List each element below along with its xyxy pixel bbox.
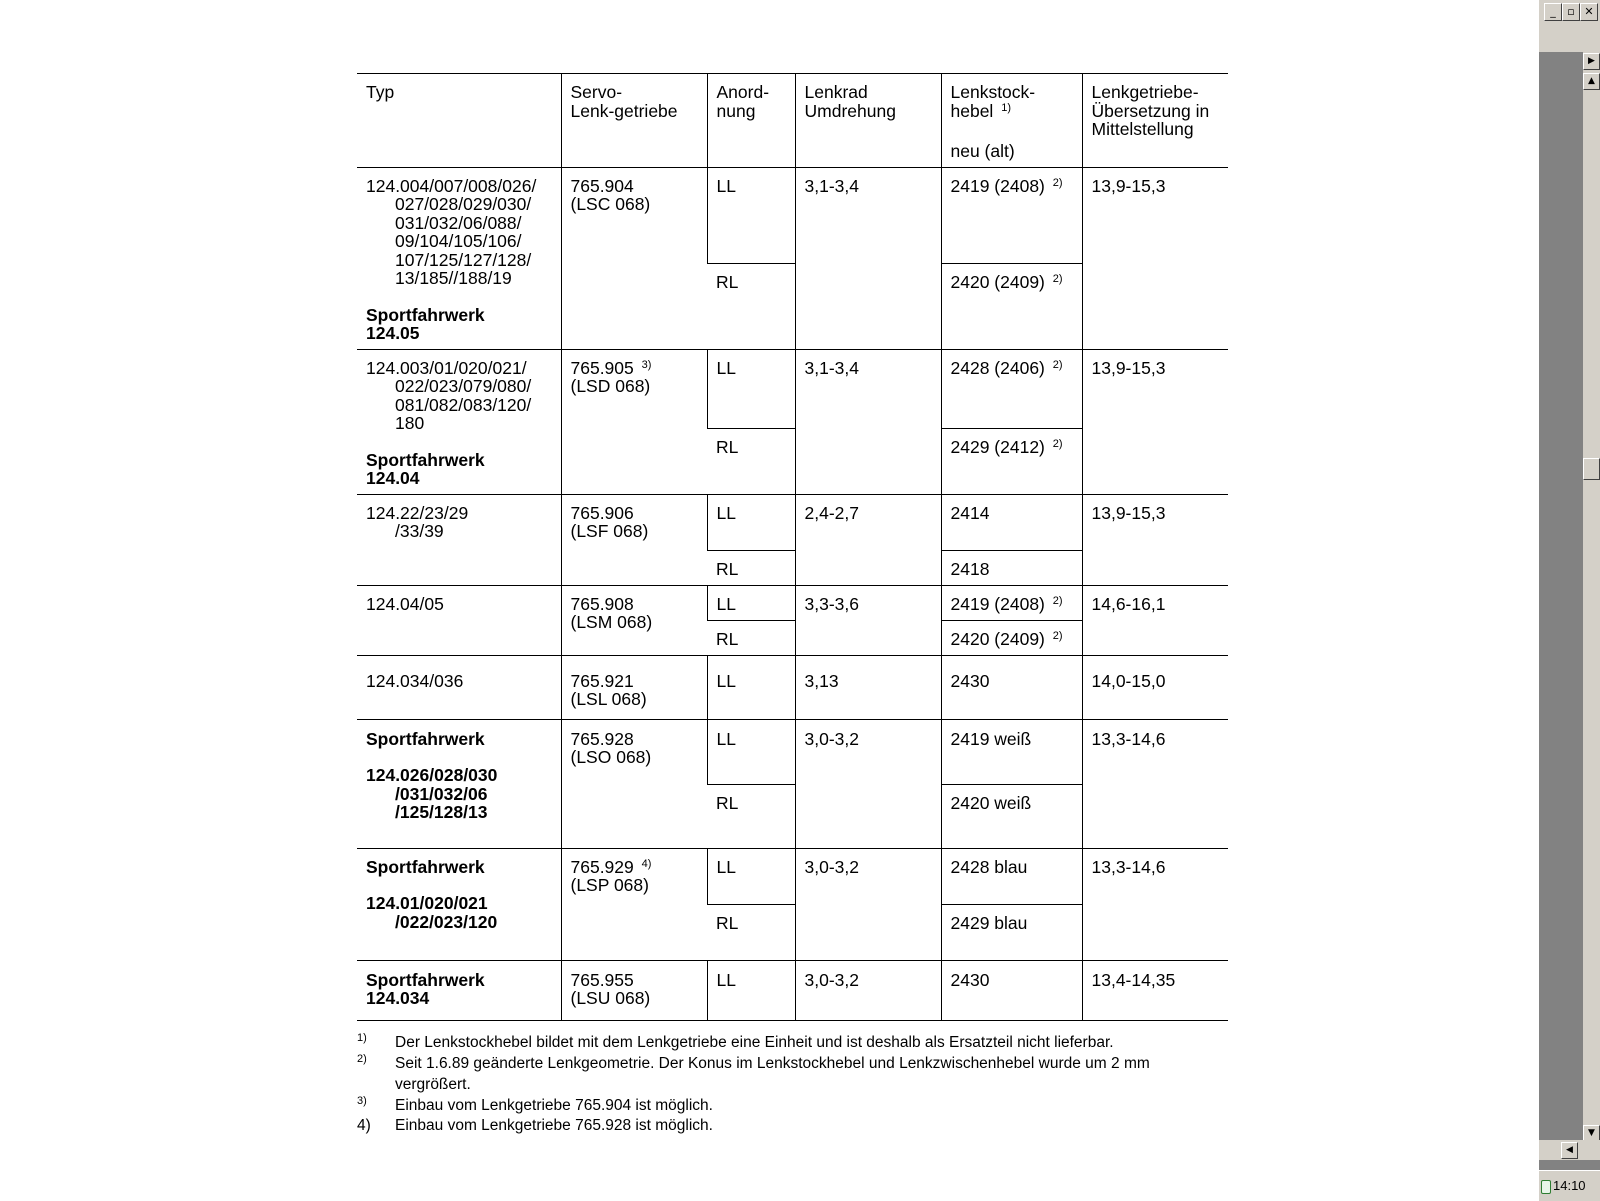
- header-lenkrad: Lenkrad Umdrehung: [795, 74, 941, 168]
- cell-typ: 124.004/007/008/026/ 027/028/029/030/ 031/032/06/088/ 09/104/105/106/ 107/125/127/128/ 13/185//188/19 Sportfahrwerk 124.05: [357, 167, 561, 349]
- restore-button[interactable]: [1562, 3, 1580, 21]
- cell-lenkstockhebel: 2414: [941, 494, 1082, 550]
- cell-anordnung: LL: [707, 655, 795, 719]
- window-side-panel: [1539, 0, 1600, 1200]
- cell-lenkstockhebel: 2420 weiß: [941, 784, 1082, 848]
- cell-anordnung: RL: [707, 263, 795, 349]
- system-clock: 14:10: [1553, 1178, 1586, 1193]
- footnote: $^{1)}$ Der Lenkstockhebel bildet mit dem Lenkgetriebe eine Einheit und ist deshalb als Ersatzteil nicht lieferbar.: [357, 1032, 1114, 1051]
- close-icon: ✕: [1584, 5, 1594, 18]
- minimize-icon: _: [1550, 5, 1556, 18]
- scroll-left-button[interactable]: [1561, 1142, 1578, 1159]
- cell-anordnung: RL: [707, 784, 795, 848]
- vertical-scrollbar[interactable]: [1583, 52, 1600, 1152]
- close-button[interactable]: [1580, 3, 1598, 21]
- table-row: [357, 960, 1228, 1020]
- table-row: [357, 167, 1228, 263]
- table-row: [357, 494, 1228, 550]
- cell-lenkrad: 2,4-2,7: [795, 494, 941, 585]
- cell-anordnung: RL: [707, 620, 795, 655]
- horizontal-scrollbar[interactable]: [1539, 1140, 1600, 1160]
- cell-lenkstockhebel: 2429 blau: [941, 904, 1082, 960]
- footnote: $^{2)}$ Seit 1.6.89 geänderte Lenkgeometrie. Der Konus im Lenkstockhebel und Lenkzwischenhebel wurde um 2 mm vergrößert.: [357, 1053, 1150, 1093]
- cell-servo: 765.921 (LSL 068): [561, 655, 707, 719]
- cell-lenkrad: 3,13: [795, 655, 941, 719]
- cell-typ: Sportfahrwerk 124.01/020/021 /022/023/120: [357, 848, 561, 960]
- cell-typ: 124.003/01/020/021/ 022/023/079/080/ 081/082/083/120/ 180 Sportfahrwerk 124.04: [357, 349, 561, 494]
- scroll-thumb[interactable]: [1583, 458, 1600, 480]
- window-controls: [1539, 0, 1600, 24]
- cell-uebersetzung: 13,4-14,35: [1082, 960, 1228, 1020]
- cell-lenkstockhebel: 2419 weiß: [941, 719, 1082, 784]
- minimize-button[interactable]: [1544, 3, 1562, 21]
- cell-servo: 765.955 (LSU 068): [561, 960, 707, 1020]
- cell-lenkrad: 3,1-3,4: [795, 167, 941, 349]
- cell-servo: 765.929 $^{4)}$ (LSP 068): [561, 848, 707, 960]
- cell-typ: 124.034/036: [357, 655, 561, 719]
- cell-typ: Sportfahrwerk 124.026/028/030 /031/032/06 /125/128/13: [357, 719, 561, 848]
- cell-uebersetzung: 14,6-16,1: [1082, 585, 1228, 655]
- cell-lenkstockhebel: 2429 (2412) $^{2)}$: [941, 428, 1082, 494]
- cell-uebersetzung: 13,3-14,6: [1082, 848, 1228, 960]
- cell-anordnung: LL: [707, 349, 795, 428]
- cell-uebersetzung: 13,9-15,3: [1082, 349, 1228, 494]
- battery-icon[interactable]: [1541, 1180, 1551, 1194]
- footnote: $^{3)}$ Einbau vom Lenkgetriebe 765.904 ist möglich.: [357, 1095, 713, 1114]
- cell-servo: 765.904 (LSC 068): [561, 167, 707, 349]
- table-row: [357, 585, 1228, 620]
- cell-uebersetzung: 14,0-15,0: [1082, 655, 1228, 719]
- cell-lenkstockhebel: 2419 (2408) $^{2)}$: [941, 167, 1082, 263]
- cell-lenkrad: 3,0-3,2: [795, 960, 941, 1020]
- header-typ: Typ: [357, 74, 561, 168]
- scroll-up-button[interactable]: [1583, 73, 1600, 90]
- triangle-right-icon: ▶: [1588, 56, 1595, 66]
- cell-lenkrad: 3,0-3,2: [795, 719, 941, 848]
- cell-lenkrad: 3,3-3,6: [795, 585, 941, 655]
- cell-anordnung: LL: [707, 719, 795, 784]
- cell-anordnung: LL: [707, 960, 795, 1020]
- cell-typ: 124.04/05: [357, 585, 561, 655]
- cell-servo: 765.928 (LSO 068): [561, 719, 707, 848]
- cell-lenkstockhebel: 2419 (2408) $^{2)}$: [941, 585, 1082, 620]
- header-uebersetzung: Lenkgetriebe- Übersetzung in Mittelstellung: [1082, 74, 1228, 168]
- cell-lenkstockhebel: 2430: [941, 655, 1082, 719]
- cell-anordnung: RL: [707, 550, 795, 585]
- cell-anordnung: LL: [707, 585, 795, 620]
- cell-lenkstockhebel: 2418: [941, 550, 1082, 585]
- cell-uebersetzung: 13,3-14,6: [1082, 719, 1228, 848]
- cell-lenkrad: 3,0-3,2: [795, 848, 941, 960]
- cell-lenkstockhebel: 2430: [941, 960, 1082, 1020]
- header-servo: Servo- Lenk-getriebe: [561, 74, 707, 168]
- cell-anordnung: RL: [707, 904, 795, 960]
- footnote-ref: 1): [1001, 101, 1011, 114]
- triangle-up-icon: ▲: [1588, 76, 1595, 86]
- header-lenkstockhebel: Lenkstock- hebel $^{1)}$ neu (alt): [941, 74, 1082, 168]
- table-row: [357, 349, 1228, 428]
- cell-anordnung: LL: [707, 494, 795, 550]
- cell-uebersetzung: 13,9-15,3: [1082, 494, 1228, 585]
- cell-servo: 765.905 $^{3)}$ (LSD 068): [561, 349, 707, 494]
- cell-servo: 765.906 (LSF 068): [561, 494, 707, 585]
- scroll-right-button[interactable]: [1583, 53, 1600, 70]
- table-row: [357, 719, 1228, 784]
- table-row: [357, 848, 1228, 904]
- cell-servo: 765.908 (LSM 068): [561, 585, 707, 655]
- cell-anordnung: RL: [707, 428, 795, 494]
- scroll-track-top: [1539, 24, 1600, 52]
- cell-uebersetzung: 13,9-15,3: [1082, 167, 1228, 349]
- cell-typ: 124.22/23/29 /33/39: [357, 494, 561, 585]
- table-row: [357, 655, 1228, 719]
- steering-gear-table: [357, 73, 1228, 1021]
- triangle-down-icon: ▼: [1588, 1128, 1595, 1138]
- footnote: 4) Einbau vom Lenkgetriebe 765.928 ist möglich.: [357, 1117, 713, 1134]
- cell-typ: Sportfahrwerk 124.034: [357, 960, 561, 1020]
- cell-lenkstockhebel: 2420 (2409) $^{2)}$: [941, 620, 1082, 655]
- cell-anordnung: LL: [707, 167, 795, 263]
- header-anordnung: Anord- nung: [707, 74, 795, 168]
- cell-anordnung: LL: [707, 848, 795, 904]
- cell-lenkstockhebel: 2428 (2406) $^{2)}$: [941, 349, 1082, 428]
- restore-icon: ▫: [1567, 5, 1575, 18]
- cell-lenkstockhebel: 2428 blau: [941, 848, 1082, 904]
- table-header-row: [357, 74, 1228, 168]
- triangle-left-icon: ◀: [1566, 1145, 1573, 1155]
- system-tray: [1539, 1170, 1600, 1201]
- cell-lenkrad: 3,1-3,4: [795, 349, 941, 494]
- cell-lenkstockhebel: 2420 (2409) $^{2)}$: [941, 263, 1082, 349]
